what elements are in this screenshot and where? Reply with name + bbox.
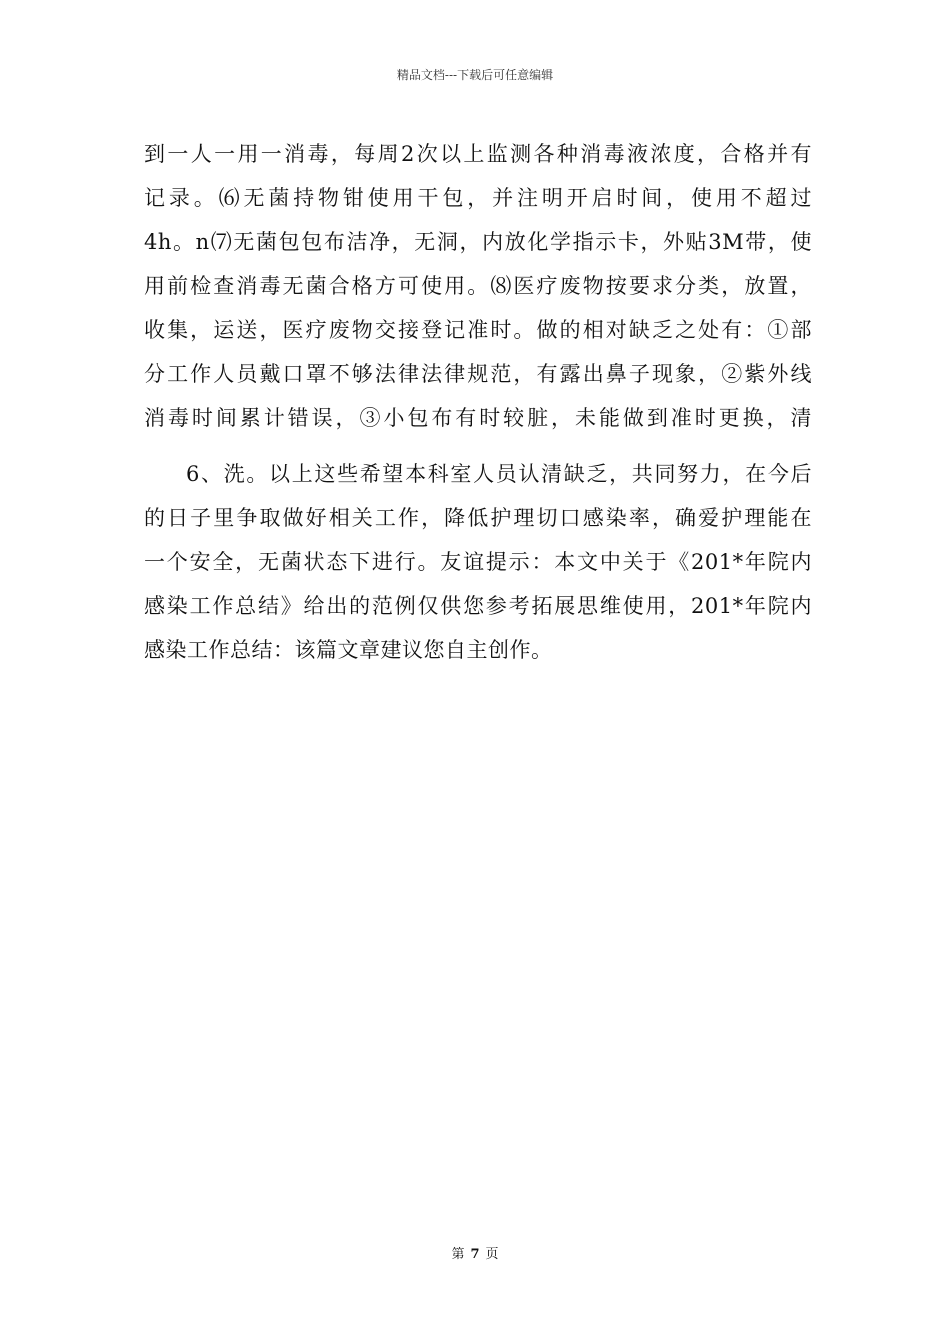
text-line: 记录。⑹无菌持物钳使用干包，并注明开启时间，使用不超过 <box>144 186 812 210</box>
page-number: 7 <box>470 1247 480 1262</box>
text-line: 6、洗。以上这些希望本科室人员认清缺乏，共同努力，在今后 <box>186 462 812 486</box>
page-footer <box>0 1246 950 1264</box>
page-label-suffix: 页 <box>485 1247 499 1262</box>
document-body <box>144 132 812 672</box>
paragraph-2 <box>144 452 812 672</box>
page-header: 精品文档---下载后可任意编辑 <box>396 68 554 82</box>
text-line: 到一人一用一消毒，每周2次以上监测各种消毒液浓度，合格并有 <box>144 142 812 166</box>
text-line: 4h。n⑺无菌包包布洁净，无洞，内放化学指示卡，外贴3M带，使 <box>144 230 812 254</box>
text-line: 的日子里争取做好相关工作，降低护理切口感染率，确爱护理能在 <box>144 506 812 530</box>
text-line: 消毒时间累计错误，③小包布有时较脏，未能做到准时更换，清 <box>144 406 812 430</box>
paragraph-spacer <box>144 440 812 452</box>
text-line: 感染工作总结：该篇文章建议您自主创作。 <box>144 638 553 662</box>
text-line: 收集，运送，医疗废物交接登记准时。做的相对缺乏之处有：①部 <box>144 318 812 342</box>
text-line: 分工作人员戴口罩不够法律法律规范，有露出鼻子现象，②紫外线 <box>144 362 812 386</box>
text-line: 一个安全，无菌状态下进行。友谊提示：本文中关于《201*年院内 <box>144 550 812 574</box>
text-line: 用前检查消毒无菌合格方可使用。⑻医疗废物按要求分类，放置， <box>144 274 812 298</box>
text-line: 感染工作总结》给出的范例仅供您参考拓展思维使用，201*年院内 <box>144 594 812 618</box>
page-label-prefix: 第 <box>451 1247 465 1262</box>
paragraph-1 <box>144 132 812 440</box>
